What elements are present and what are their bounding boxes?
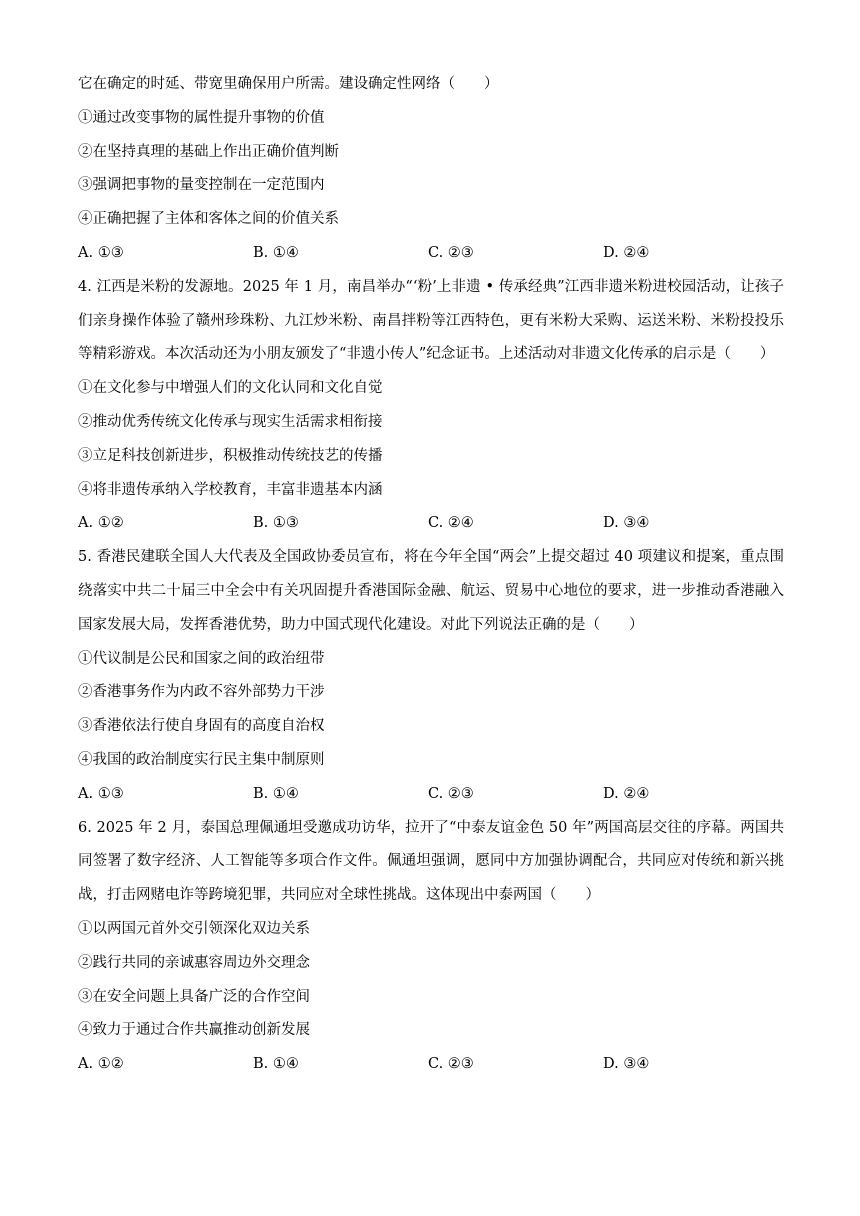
choice-1: ①在文化参与中增强人们的文化认同和文化自觉 — [78, 380, 383, 397]
answer-options — [78, 1048, 784, 1082]
choice-3: ③立足科技创新进步，积极推动传统技艺的传播 — [78, 447, 383, 464]
option-c: C. ②③ — [428, 244, 474, 261]
choice-1: ①以两国元首外交引领深化双边关系 — [78, 920, 310, 937]
choice-4: ④正确把握了主体和客体之间的价值关系 — [78, 211, 339, 228]
option-a: A. ①③ — [78, 785, 124, 802]
question-stem: 5. 香港民建联全国人大代表及全国政协委员宣布，将在今年全国“两会”上提交超过 40 项建议和提案，重点围绕落实中共二十届三中全会中有关巩固提升香港国际金融、航运、贸易中心地位的要求，进一步推动香港融入国家发展大局，发挥香港优势，助力中国式现代化建设。对此下列说法正确的是（ ） — [78, 549, 784, 633]
option-d: D. ③④ — [603, 1056, 650, 1073]
answer-options — [78, 237, 784, 271]
option-a: A. ①② — [78, 1056, 124, 1073]
option-d: D. ②④ — [603, 785, 650, 802]
question-4 — [78, 271, 784, 541]
question-list — [78, 68, 784, 1082]
choice-2: ②香港事务作为内政不容外部势力干涉 — [78, 684, 325, 701]
question-stem: 6. 2025 年 2 月，泰国总理佩通坦受邀成功访华，拉开了“中泰友谊金色 50 年”两国高层交往的序幕。两国共同签署了数字经济、人工智能等多项合作文件。佩通坦强调，愿同中方加强协调配合，共同应对传统和新兴挑战，打击网赌电诈等跨境犯罪，共同应对全球性挑战。这体现出中泰两国（ ） — [78, 819, 784, 904]
choice-2: ②践行共同的亲诚惠容周边外交理念 — [78, 954, 310, 971]
option-b: B. ①④ — [253, 244, 299, 261]
option-c: C. ②③ — [428, 1056, 474, 1073]
choice-3: ③香港依法行使自身固有的高度自治权 — [78, 718, 325, 735]
question-5 — [78, 541, 784, 811]
option-d: D. ②④ — [603, 244, 650, 261]
option-b: B. ①④ — [253, 785, 299, 802]
option-b: B. ①③ — [253, 515, 299, 532]
option-c: C. ②③ — [428, 785, 474, 802]
option-d: D. ③④ — [603, 515, 650, 532]
choice-2: ②推动优秀传统文化传承与现实生活需求相衔接 — [78, 413, 383, 430]
choice-4: ④致力于通过合作共赢推动创新发展 — [78, 1022, 310, 1039]
question-stem: 4. 江西是米粉的发源地。2025 年 1 月，南昌举办“‘粉’上非遗 • 传承经典”江西非遗米粉进校园活动，让孩子们亲身操作体验了赣州珍珠粉、九江炒米粉、南昌拌粉等江西特色，更有米粉大采购、运送米粉、米粉投投乐等精彩游戏。本次活动还为小朋友颁发了“非遗小传人”纪念证书。上述活动对非遗文化传承的启示是（ ） — [78, 278, 784, 363]
question-3-continued — [78, 68, 784, 271]
option-a: A. ①② — [78, 515, 124, 532]
option-a: A. ①③ — [78, 244, 124, 261]
choice-4: ④我国的政治制度实行民主集中制原则 — [78, 751, 325, 768]
choice-1: ①代议制是公民和国家之间的政治纽带 — [78, 650, 325, 667]
question-6 — [78, 812, 784, 1082]
option-b: B. ①④ — [253, 1056, 299, 1073]
answer-options — [78, 778, 784, 812]
option-c: C. ②④ — [428, 515, 474, 532]
question-stem: 它在确定的时延、带宽里确保用户所需。建设确定性网络（ ） — [78, 76, 499, 92]
choice-3: ③在安全问题上具备广泛的合作空间 — [78, 988, 310, 1005]
choice-4: ④将非遗传承纳入学校教育，丰富非遗基本内涵 — [78, 481, 383, 498]
choice-3: ③强调把事物的量变控制在一定范围内 — [78, 177, 325, 194]
answer-options — [78, 507, 784, 541]
choice-2: ②在坚持真理的基础上作出正确价值判断 — [78, 143, 339, 160]
choice-1: ①通过改变事物的属性提升事物的价值 — [78, 109, 325, 126]
